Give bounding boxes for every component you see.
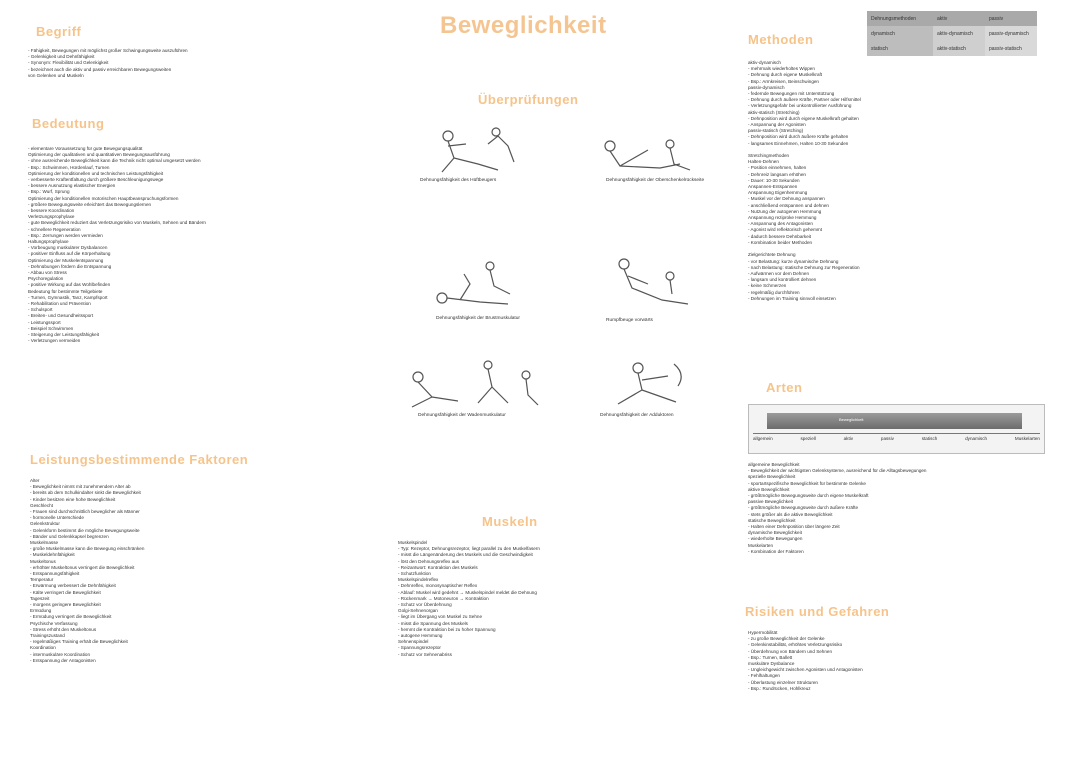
scale-labels bbox=[753, 436, 1040, 441]
caption-1: Dehnungsfähigkeit des Hüftbeugers bbox=[420, 178, 497, 183]
heading-begriff: Begriff bbox=[36, 24, 82, 39]
scale-label: speziell bbox=[800, 436, 816, 441]
figure-stretch-5 bbox=[388, 355, 548, 411]
faktoren-text: Alter - Beweglichkeit nimmt mit zunehmendem Alter ab - bereits ab dem Schulkindalter sinkt die Beweglichkeit - Kinder besitzen eine hohe Beweglichkeit Geschlecht - Frauen sind durchschnittlich beweglicher als Männer - hormonelle Unterschiede Gelenkstruktur - Gelenkform bestimmt die mögliche Bewegungsweite - Bänder und Gelenkkapsel begrenzen Muskelmasse - große Muskelmasse kann die Bewegung einschränken - Muskeldehnfähigkeit Muskeltonus - erhöhter Muskeltonus verringert die Beweglichkeit - Entspannungsfähigkeit Temperatur - Erwärmung verbessert die Dehnfähigkeit - Kälte verringert die Beweglichkeit Tageszeit - morgens geringere Beweglichkeit Ermüdung - Ermüdung verringert die Beweglichkeit Psychische Verfassung - Stress erhöht den Muskeltonus Trainingszustand - regelmäßiges Training erhält die Beweglichkeit Koordination - intermuskuläre Koordination - Entspannung der Antagonisten bbox=[30, 478, 145, 663]
page-title: Beweglichkeit bbox=[440, 12, 607, 39]
table-cell: dynamisch bbox=[867, 26, 933, 41]
caption-3: Dehnungsfähigkeit der Brustmuskulatur bbox=[436, 316, 520, 321]
arten-text: allgemeine Beweglichkeit - Beweglichkeit der wichtigsten Gelenksysteme, ausreichend für die Alltagsbewegungen spezielle Beweglichkeit - sportartspezifische Beweglichkeit für bestimmte Gelenke aktive Beweglichkeit - größtmögliche Bewegungsweite durch eigene Muskelkraft passive Beweglichkeit - größtmögliche Bewegungsweite durch äußere Kräfte - stets größer als die aktive Beweglichkeit statische Beweglichkeit - Halten einer Dehnposition über längere Zeit dynamische Beweglichkeit - wiederholte Bewegungen Muskelarten - Kombination der Faktoren bbox=[748, 462, 927, 554]
scale-line bbox=[753, 433, 1040, 434]
heading-bedeutung: Bedeutung bbox=[32, 116, 105, 131]
figure-stretch-6 bbox=[598, 356, 698, 412]
table-cell: passiv bbox=[985, 11, 1037, 26]
scale-bar bbox=[767, 413, 1022, 429]
heading-faktoren: Leistungsbestimmende Faktoren bbox=[30, 452, 249, 467]
scale-label: allgemein bbox=[753, 436, 773, 441]
scale-label: passiv bbox=[880, 436, 894, 441]
risiken-text: Hypermobilität - zu große Beweglichkeit der Gelenke - Gelenkinstabilität, erhöhtes Verletzungsrisiko - Überdehnung von Bändern und Sehnen - Bsp.: Turnen, Ballett muskuläre Dysbalance - Ungleichgewicht zwischen Agonisten und Antagonisten - Fehlhaltungen - Überlastung einzelner Strukturen - Bsp.: Rundrücken, Hohlkreuz bbox=[748, 630, 863, 691]
table-cell: aktiv-statisch bbox=[933, 41, 985, 56]
scale-bar-label: Beweglichkeit bbox=[839, 417, 864, 422]
table-cell: aktiv-dynamisch bbox=[933, 26, 985, 41]
caption-4: Rumpfbeuge vorwärts bbox=[606, 318, 653, 323]
scale-label: Muskelarten bbox=[1014, 436, 1040, 441]
caption-5: Dehnungsfähigkeit der Wadenmuskulatur bbox=[418, 413, 506, 418]
arten-scale bbox=[748, 404, 1045, 454]
figure-stretch-4 bbox=[592, 250, 702, 316]
figure-stretch-1 bbox=[418, 124, 528, 176]
scale-label: statisch bbox=[921, 436, 938, 441]
figure-stretch-3 bbox=[420, 254, 530, 314]
figure-stretch-2 bbox=[590, 130, 700, 178]
heading-muskeln: Muskeln bbox=[482, 514, 538, 529]
heading-risiken: Risiken und Gefahren bbox=[745, 604, 890, 619]
table-cell: passiv-dynamisch bbox=[985, 26, 1037, 41]
caption-2: Dehnungsfähigkeit der Oberschenkelrückseite bbox=[606, 178, 705, 183]
bedeutung-text: - elementare Voraussetzung für gute Bewegungsqualität Optimierung der qualitativen und quantitativen Bewegungsausführung - ohne ausreichende Beweglichkeit kann die Technik nicht optimal umgesetzt werden - Bsp.: Schwimmen, Hürdenlauf, Turnen Optimierung der konditionellen und technischen Leistungsfähigkeit - verbesserte Kraftentfaltung durch größere Beschleunigungswege - bessere Ausnutzung elastischer Energien - Bsp.: Wurf, Sprung Optimierung der konditionellen motorischen Hauptbeanspruchungsformen - größere Bewegungsweite erleichtert das Bewegungslernen - bessere Koordination Verletzungsprophylaxe - gute Beweglichkeit reduziert das Verletzungsrisiko von Muskeln, Sehnen und Bändern - schnellere Regeneration - Bsp.: Zerrungen werden vermieden Haltungsprophylaxe - Vorbeugung muskulärer Dysbalancen - positiver Einfluss auf die Körperhaltung Optimierung der Muskelentspannung - Dehnübungen fördern die Entspannung - Abbau von Stress Psychoregulation - positive Wirkung auf das Wohlbefinden Bedeutung für bestimmte Teilgebiete - Turnen, Gymnastik, Tanz, Kampfsport - Rehabilitation und Prävention - Schulsport - Breiten- und Gesundheitssport - Leistungssport - Beispiel Schwimmen - Steigerung der Leistungsfähigkeit - Verletzungen vermeiden bbox=[28, 146, 206, 344]
table-cell: aktiv bbox=[933, 11, 985, 26]
table-cell: passiv-statisch bbox=[985, 41, 1037, 56]
heading-methoden: Methoden bbox=[748, 32, 814, 47]
methods-table bbox=[867, 11, 1037, 56]
heading-arten: Arten bbox=[766, 380, 803, 395]
caption-6: Dehnungsfähigkeit der Adduktoren bbox=[600, 413, 674, 418]
heading-ueberpruefungen: Überprüfungen bbox=[478, 92, 579, 107]
muskeln-text: Muskelspindel - Typ: Rezeptor, Dehnungsrezeptor, liegt parallel zu den Muskelfasern - misst die Längenänderung des Muskels und die Geschwindigkeit - löst den Dehnungsreflex aus - Reizantwort: Kontraktion des Muskels - Schutzfunktion Muskelspindelreflex - Dehnreflex, monosynaptischer Reflex - Ablauf: Muskel wird gedehnt → Muskelspindel meldet die Dehnung - Rückenmark → Motoneuron → Kontraktion - Schutz vor Überdehnung Golgi-Sehnenorgan - liegt im Übergang von Muskel zu Sehne - misst die Spannung des Muskels - hemmt die Kontraktion bei zu hoher Spannung - autogene Hemmung Sehnenspindel - Spannungsrezeptor - Schutz vor Sehnenabriss bbox=[398, 540, 540, 657]
begriff-text: - Fähigkeit, Bewegungen mit möglichst großer Schwingungsweite auszuführen - Gelenkigkeit und Dehnfähigkeit - Synonym: Flexibilität und Gelenkigkeit - bezeichnet auch die aktiv und passiv erreichbaren Bewegungsweiten von Gelenken und Muskeln bbox=[28, 48, 188, 78]
methoden-text: aktiv-dynamisch - mehrmals wiederholtes Wippen - Dehnung durch eigene Muskelkraft - Bsp.: Armkreisen, Beinschwingen passiv-dynamisch - federnde Bewegungen mit Unterstützung - Dehnung durch äußere Kräfte, Partner oder Hilfsmittel - Verletzungsgefahr bei unkontrollierter Ausführung aktiv-statisch (Stretching) - Dehnposition wird durch eigene Muskelkraft gehalten - Anspannung der Agonisten passiv-statisch (Stretching) - Dehnposition wird durch äußere Kräfte gehalten - langsames Einnehmen, Halten 10-30 Sekunden Stretchingmethoden Halten-Dehnen - Position einnehmen, halten - Dehnreiz langsam erhöhen - Dauer: 10-30 Sekunden Anspannen-Entspannen Anspannung Eigenhemmung - Muskel vor der Dehnung anspannen - anschließend entspannen und dehnen - Nutzung der autogenen Hemmung Anspannung reziproke Hemmung - Anspannung des Antagonisten - Agonist wird reflektorisch gehemmt - dadurch bessere Dehnbarkeit - Kombination beider Methoden Zielgerichtete Dehnung - vor Belastung: kurze dynamische Dehnung - nach Belastung: statische Dehnung zur Regeneration - Aufwärmen vor dem Dehnen - langsam und kontrolliert dehnen - keine Schmerzen - regelmäßig durchführen - Dehnungen im Training sinnvoll einsetzen bbox=[748, 60, 861, 301]
table-cell: statisch bbox=[867, 41, 933, 56]
scale-label: dynamisch bbox=[965, 436, 988, 441]
scale-label: aktiv bbox=[843, 436, 854, 441]
table-cell: Dehnungsmethoden bbox=[867, 11, 933, 26]
